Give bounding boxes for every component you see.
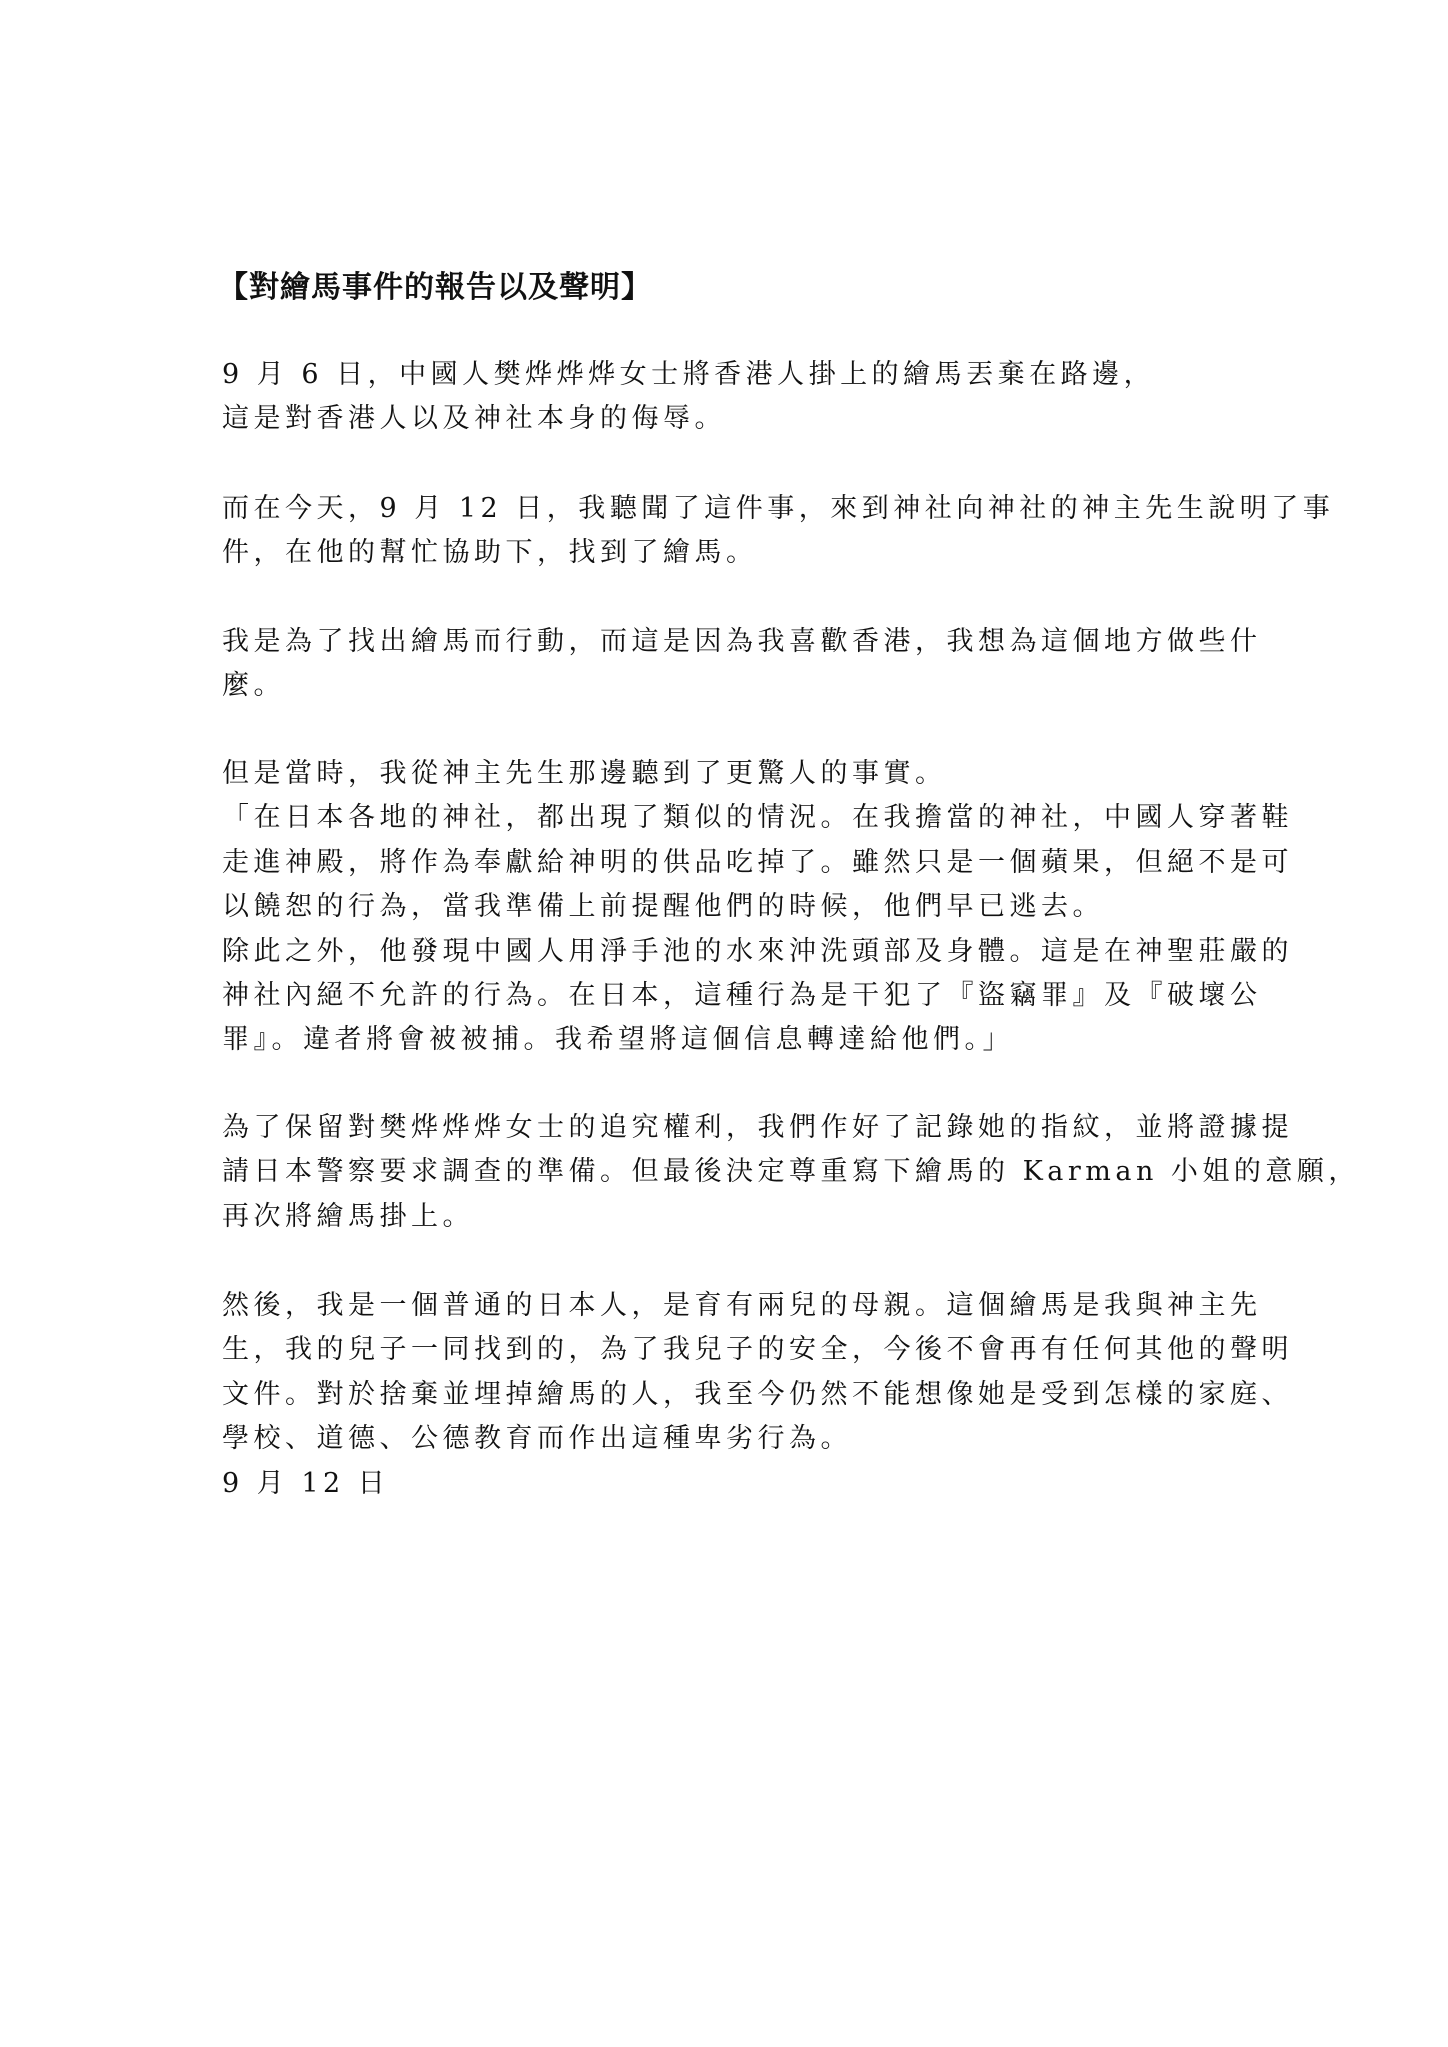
text-line: 件，在他的幫忙協助下，找到了繪馬。 xyxy=(222,537,758,569)
document-date: 9 月 12 日 xyxy=(222,1467,390,1499)
text-line: 然後，我是一個普通的日本人，是育有兩兒的母親。這個繪馬是我與神主先 xyxy=(222,1290,1262,1321)
text-line: 罪』。違者將會被被捕。我希望將這個信息轉達給他們。」 xyxy=(222,1024,1014,1056)
text-line: 除此之外，他發現中國人用淨手池的水來沖洗頭部及身體。這是在神聖莊嚴的 xyxy=(222,935,1293,967)
paragraph-closing-statement xyxy=(222,1284,1293,1506)
text-line: 麼。 xyxy=(222,670,285,702)
text-line: 但是當時，我從神主先生那邊聽到了更驚人的事實。 xyxy=(222,758,947,789)
text-line: 我是為了找出繪馬而行動，而這是因為我喜歡香港，我想為這個地方做些什 xyxy=(222,626,1262,657)
text-line: 文件。對於捨棄並埋掉繪馬的人，我至今仍然不能想像她是受到怎樣的家庭、 xyxy=(222,1378,1293,1410)
text-line: 而在今天，9 月 12 日，我聽聞了這件事，來到神社向神社的神主先生說明了事 xyxy=(222,493,1335,524)
text-line: 再次將繪馬掛上。 xyxy=(222,1200,474,1232)
paragraph-motivation xyxy=(222,620,1262,709)
paragraph-found-ema xyxy=(222,487,1335,576)
text-line: 這是對香港人以及神社本身的侮辱。 xyxy=(222,403,726,435)
document-title: 【對繪馬事件的報告以及聲明】 xyxy=(218,270,652,305)
paragraph-incident xyxy=(222,353,1242,442)
text-line: 以饒恕的行為，當我準備上前提醒他們的時候，他們早已逃去。 xyxy=(222,891,1104,923)
text-line: 神社內絕不允許的行為。在日本，這種行為是干犯了『盜竊罪』及『破壞公 xyxy=(222,980,1262,1012)
text-line: 學校、道德、公德教育而作出這種卑劣行為。 xyxy=(222,1423,852,1455)
paragraph-priest-quote xyxy=(222,752,1293,1063)
text-line: 走進神殿，將作為奉獻給神明的供品吃掉了。雖然只是一個蘋果，但絕不是可 xyxy=(222,846,1293,878)
text-line: 為了保留對樊烨烨烨女士的追究權利，我們作好了記錄她的指紋，並將證據提 xyxy=(222,1112,1293,1143)
text-line: 「在日本各地的神社，都出現了類似的情況。在我擔當的神社，中國人穿著鞋 xyxy=(222,802,1293,834)
text-line: 請日本警察要求調查的準備。但最後決定尊重寫下繪馬的 Karman 小姐的意願， xyxy=(222,1156,1360,1188)
text-line: 生，我的兒子一同找到的，為了我兒子的安全，今後不會再有任何其他的聲明 xyxy=(222,1334,1293,1366)
text-line: 9 月 6 日，中國人樊烨烨烨女士將香港人掛上的繪馬丟棄在路邊， xyxy=(222,359,1156,390)
paragraph-evidence xyxy=(222,1106,1360,1239)
